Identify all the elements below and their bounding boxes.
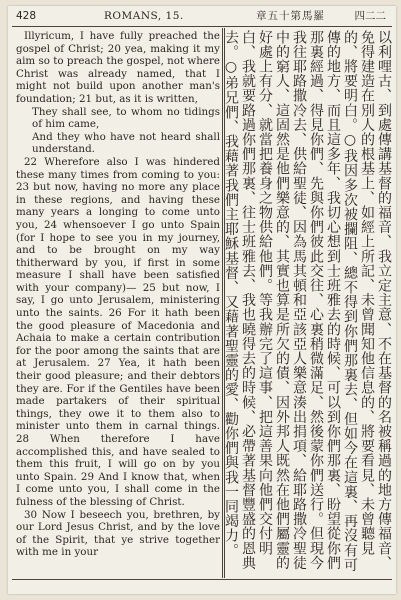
book-chapter-title: ROMANS, 15.: [104, 10, 184, 22]
english-paragraph: 22 Wherefore also I was hindered these many times from coming to you: 23 but now, having no more any place in these regions, and having these many years a longing to come unto you, 24 whensoever I go unto Spain (for I hope to see you in my journey, and to be brought on my way thitherward by you, if first in some measure I shall have been satisfied with your company)— 25 but now, I say, I go unto Jerusalem, ministering unto the saints. 26 For it hath been the good pleasure of Macedonia and Achaia to make a certain contribution for the poor among the saints that are at Jerusalem. 27 Yea, it hath been their good pleasure; and their debtors they are. For if the Gentiles have been made partakers of their spiritual things, they owe it to them also to minister unto them in carnal things. 28 When therefore I have accomplished this, and have sealed to them this fruit, I will go on by you unto Spain. 29 And I know that, when I come unto you, I shall come in the fulness of the blessing of Christ.: [16, 155, 220, 508]
bible-page: [8, 6, 396, 594]
page-number: 428: [16, 10, 37, 22]
poetry-line: They shall see, to whom no tidings of him came,: [32, 105, 220, 131]
poetry-line: And they who have not heard shall understand.: [32, 130, 220, 156]
english-column: [16, 30, 220, 580]
page-header: [8, 6, 396, 26]
chinese-page-number: 四二二: [354, 10, 386, 22]
chinese-column: 以利哩古、到處傳講基督的福音、我立定主意、不在基督的名被稱過的地方傳福音、免得建造在別人的根基上、如經上所記、未曾聞知他信息的、將要看見、未曾聽見的、將要明白。○我因多次被攔阻、總不得到你們那裏去、但如今在這裏、再沒有可傳的地方、而且這多年、我切心想到士班雅去的時候、可以到你們那裏、盼望從你們那裏經過、得見你們、先與你們彼此交往、心裏稍微滿足、然後蒙你們送行。但現今我往耶路撒冷去、供給聖徒、因為馬其頓和亞該亞人樂意湊出捐項、給耶路撒冷聖徒中的窮人、這固然是他們樂意的、其實也算是所欠的債、因外邦人既然在他們屬靈的好處上有分、就當把養身之物供給他們。等我辦完了這事、把這善果向他們交付明白、我就要路過你們那裏、往士班雅去、我也曉得去的時候、必帶著基督豐盛的恩典去。○弟兄們、我藉著我們主耶穌基督、又藉著聖靈的愛、勸你們與我一同竭力。: [223, 30, 392, 573]
english-paragraph: Illyricum, I have fully preached the gospel of Christ; 20 yea, making it my aim so to preach the gospel, not where Christ was already named, that I might not build upon another man's foundation; 21 but, as it is written,: [16, 30, 220, 105]
footer-rule: [12, 579, 392, 580]
chinese-chapter-title: 章五十第馬羅: [256, 10, 325, 22]
header-rule: [12, 26, 392, 27]
english-paragraph: 30 Now I beseech you, brethren, by our Lord Jesus Christ, and by the love of the Spirit, that ye strive together with me in your: [16, 508, 220, 559]
